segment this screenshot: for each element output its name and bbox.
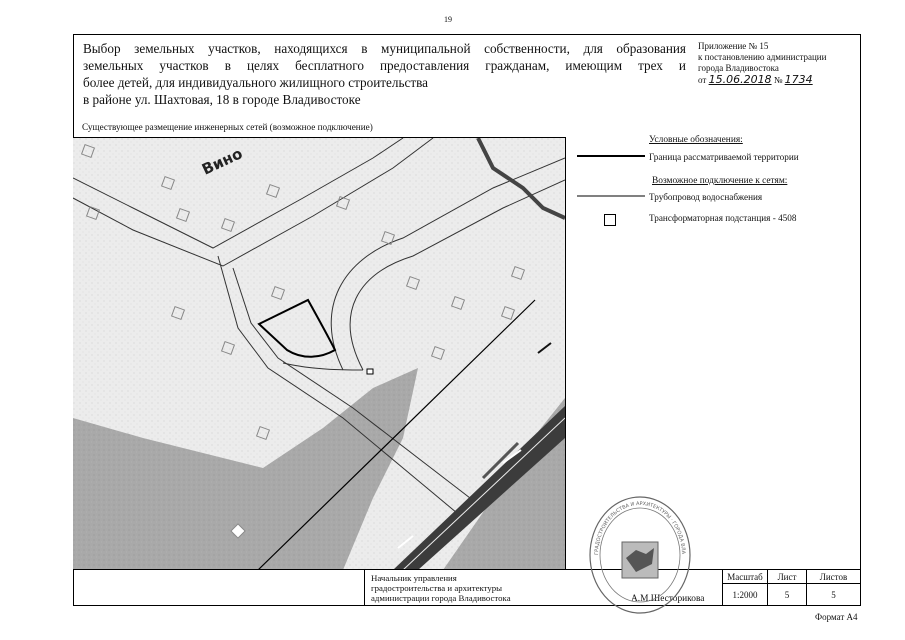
title-line-4: в районе ул. Шахтовая, 18 в городе Владивостоке — [83, 92, 361, 107]
appendix-block — [698, 41, 826, 86]
table-sheet-value: 5 — [767, 583, 807, 606]
legend-substation-label: Трансформаторная подстанция - 4508 — [649, 213, 797, 223]
appendix-from: от — [698, 75, 707, 85]
table-sheets-header: Листов — [806, 569, 861, 584]
appendix-line-2: к постановлению администрации — [698, 52, 827, 62]
signature-line-2: градостроительства и архитектуры — [371, 583, 503, 593]
stamp-divider — [364, 569, 365, 606]
page-number: 19 — [444, 15, 452, 24]
legend-header: Условные обозначения: — [649, 135, 743, 145]
title-line-3: более детей, для индивидуального жилищного строительства — [83, 75, 429, 90]
legend-water-swatch — [577, 190, 645, 202]
substation-marker — [367, 369, 373, 374]
appendix-line-3: города Владивостока — [698, 63, 779, 73]
appendix-number: 1734 — [784, 73, 813, 86]
official-seal — [586, 492, 694, 618]
table-scale-value: 1:2000 — [722, 583, 768, 606]
appendix-num-sign: № — [773, 75, 783, 85]
legend-boundary-swatch — [577, 150, 645, 162]
signature-name: А.М.Шесторикова — [631, 594, 705, 604]
legend-boundary-label: Граница рассматриваемой территории — [649, 152, 799, 162]
street-label: Вино — [199, 144, 246, 179]
legend-subheader: Возможное подключение к сетям: — [652, 176, 788, 186]
signature-line-3: администрации города Владивостока — [371, 593, 511, 603]
legend-water-label: Трубопровод водоснабжения — [649, 192, 763, 202]
table-sheets-value: 5 — [806, 583, 861, 606]
legend-substation-swatch — [604, 214, 616, 226]
table-scale-header: Масштаб — [722, 569, 768, 584]
title-line-2: земельных участков в целях бесплатного предоставления гражданам, имеющим трех и — [83, 58, 686, 73]
table-sheet-header: Лист — [767, 569, 807, 584]
signature-line-1: Начальник управления — [371, 573, 457, 583]
appendix-line-1: Приложение № 15 — [698, 41, 769, 51]
seal-text: ГРАДОСТРОИТЕЛЬСТВА И АРХИТЕКТУРЫ · ГОРОДА ВЛА — [593, 500, 687, 556]
site-map-drawing — [73, 138, 565, 570]
map-subtitle: Существующее размещение инженерных сетей (возможное подключение) — [82, 122, 373, 132]
document-title — [83, 40, 686, 108]
site-map — [73, 137, 566, 570]
appendix-date-line — [698, 74, 826, 86]
signature-block — [371, 573, 511, 603]
appendix-date: 15.06.2018 — [708, 73, 772, 86]
paper-format: Формат А4 — [815, 612, 858, 622]
title-line-1: Выбор земельных участков, находящихся в муниципальной собственности, для образования — [83, 41, 686, 56]
